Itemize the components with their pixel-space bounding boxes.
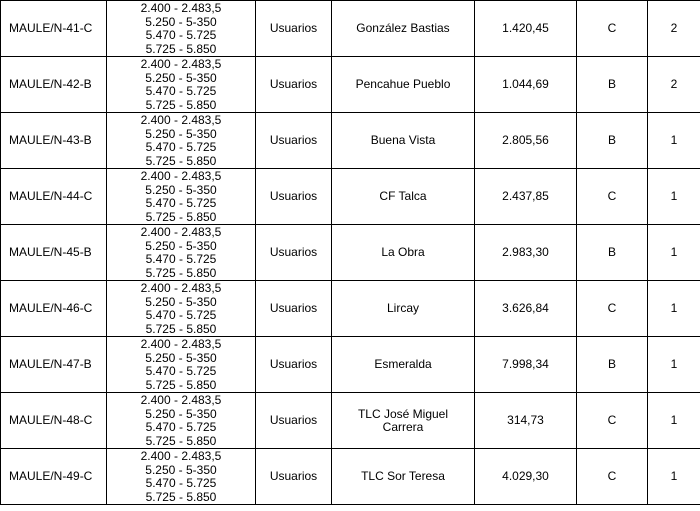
location-cell: La Obra — [332, 225, 475, 281]
class-cell: B — [577, 337, 648, 393]
frequency-band: 2.400 - 2.483,5 — [140, 281, 222, 295]
station-id-cell: MAULE/N-42-B — [1, 57, 107, 113]
location-cell: TLC Sor Teresa — [332, 449, 475, 505]
count-cell: 1 — [648, 281, 700, 337]
frequency-bands-cell — [107, 337, 256, 393]
frequency-band: 2.400 - 2.483,5 — [140, 449, 222, 463]
count-cell: 2 — [648, 1, 700, 57]
station-id-cell: MAULE/N-45-B — [1, 225, 107, 281]
area-cell: 4.029,30 — [475, 449, 577, 505]
frequency-band: 5.725 - 5.850 — [145, 377, 217, 392]
station-id-cell: MAULE/N-48-C — [1, 393, 107, 449]
area-cell: 314,73 — [475, 393, 577, 449]
type-cell: Usuarios — [256, 225, 332, 281]
table-row — [1, 393, 700, 449]
count-cell: 1 — [648, 393, 700, 449]
table-row — [1, 169, 700, 225]
frequency-band: 5.725 - 5.850 — [145, 489, 217, 504]
type-cell: Usuarios — [256, 337, 332, 393]
station-id-cell: MAULE/N-47-B — [1, 337, 107, 393]
frequency-band: 5.250 - 5-350 — [145, 350, 217, 365]
class-cell: C — [577, 393, 648, 449]
table-row — [1, 337, 700, 393]
class-cell: B — [577, 57, 648, 113]
table-row — [1, 57, 700, 113]
frequency-band: 2.400 - 2.483,5 — [140, 113, 222, 127]
frequency-band: 2.400 - 2.483,5 — [140, 57, 222, 71]
class-cell: C — [577, 169, 648, 225]
area-cell: 2.805,56 — [475, 113, 577, 169]
frequency-band: 2.400 - 2.483,5 — [140, 337, 222, 351]
type-cell: Usuarios — [256, 1, 332, 57]
table-row — [1, 113, 700, 169]
frequency-band: 5.250 - 5-350 — [145, 14, 217, 29]
class-cell: C — [577, 1, 648, 57]
area-cell: 7.998,34 — [475, 337, 577, 393]
frequency-band: 5.470 - 5.725 — [145, 420, 217, 434]
frequency-band: 2.400 - 2.483,5 — [140, 393, 222, 407]
frequency-band: 5.725 - 5.850 — [145, 321, 217, 336]
frequency-band: 5.250 - 5-350 — [145, 238, 217, 253]
frequency-band: 5.470 - 5.725 — [145, 140, 217, 154]
frequency-bands-cell — [107, 225, 256, 281]
area-cell: 3.626,84 — [475, 281, 577, 337]
frequency-band: 5.725 - 5.850 — [145, 265, 217, 280]
type-cell: Usuarios — [256, 57, 332, 113]
area-cell: 2.983,30 — [475, 225, 577, 281]
frequency-band: 5.725 - 5.850 — [145, 41, 217, 56]
frequency-bands-cell — [107, 57, 256, 113]
frequency-bands-cell — [107, 449, 256, 505]
class-cell: C — [577, 449, 648, 505]
station-id-cell: MAULE/N-41-C — [1, 1, 107, 57]
location-cell: González Bastias — [332, 1, 475, 57]
frequency-band: 5.250 - 5-350 — [145, 294, 217, 309]
frequency-band: 5.250 - 5-350 — [145, 70, 217, 85]
frequency-band: 5.470 - 5.725 — [145, 196, 217, 210]
class-cell: B — [577, 225, 648, 281]
location-cell: Pencahue Pueblo — [332, 57, 475, 113]
count-cell: 2 — [648, 57, 700, 113]
count-cell: 1 — [648, 337, 700, 393]
frequency-bands-cell — [107, 169, 256, 225]
frequency-band: 2.400 - 2.483,5 — [140, 169, 222, 183]
location-cell: Esmeralda — [332, 337, 475, 393]
count-cell: 1 — [648, 449, 700, 505]
class-cell: B — [577, 113, 648, 169]
location-cell: Buena Vista — [332, 113, 475, 169]
frequency-band: 5.725 - 5.850 — [145, 209, 217, 224]
frequency-bands-cell — [107, 113, 256, 169]
frequency-band: 5.470 - 5.725 — [145, 84, 217, 98]
area-cell: 1.420,45 — [475, 1, 577, 57]
class-cell: C — [577, 281, 648, 337]
frequency-bands-cell — [107, 1, 256, 57]
type-cell: Usuarios — [256, 449, 332, 505]
frequency-band: 2.400 - 2.483,5 — [140, 1, 222, 15]
frequency-band: 5.470 - 5.725 — [145, 252, 217, 266]
count-cell: 1 — [648, 169, 700, 225]
location-cell: Lircay — [332, 281, 475, 337]
area-cell: 2.437,85 — [475, 169, 577, 225]
type-cell: Usuarios — [256, 281, 332, 337]
table-row — [1, 281, 700, 337]
table-row — [1, 225, 700, 281]
type-cell: Usuarios — [256, 113, 332, 169]
frequency-band: 5.470 - 5.725 — [145, 364, 217, 378]
frequency-band: 5.725 - 5.850 — [145, 433, 217, 448]
frequency-bands-cell — [107, 393, 256, 449]
frequency-bands-cell — [107, 281, 256, 337]
location-cell: CF Talca — [332, 169, 475, 225]
table-row — [1, 449, 700, 505]
count-cell: 1 — [648, 113, 700, 169]
area-cell: 1.044,69 — [475, 57, 577, 113]
frequency-band: 5.725 - 5.850 — [145, 97, 217, 112]
frequency-band: 5.250 - 5-350 — [145, 462, 217, 477]
frequency-band: 5.470 - 5.725 — [145, 308, 217, 322]
frequency-band: 5.470 - 5.725 — [145, 28, 217, 42]
station-id-cell: MAULE/N-49-C — [1, 449, 107, 505]
frequency-band: 5.250 - 5-350 — [145, 406, 217, 421]
frequency-band: 2.400 - 2.483,5 — [140, 225, 222, 239]
frequency-band: 5.470 - 5.725 — [145, 476, 217, 490]
station-id-cell: MAULE/N-44-C — [1, 169, 107, 225]
station-id-cell: MAULE/N-43-B — [1, 113, 107, 169]
count-cell: 1 — [648, 225, 700, 281]
location-cell: TLC José Miguel Carrera — [332, 393, 475, 449]
type-cell: Usuarios — [256, 393, 332, 449]
frequency-band: 5.250 - 5-350 — [145, 126, 217, 141]
station-id-cell: MAULE/N-46-C — [1, 281, 107, 337]
type-cell: Usuarios — [256, 169, 332, 225]
frequency-band: 5.725 - 5.850 — [145, 153, 217, 168]
frequency-band: 5.250 - 5-350 — [145, 182, 217, 197]
table-row — [1, 1, 700, 57]
